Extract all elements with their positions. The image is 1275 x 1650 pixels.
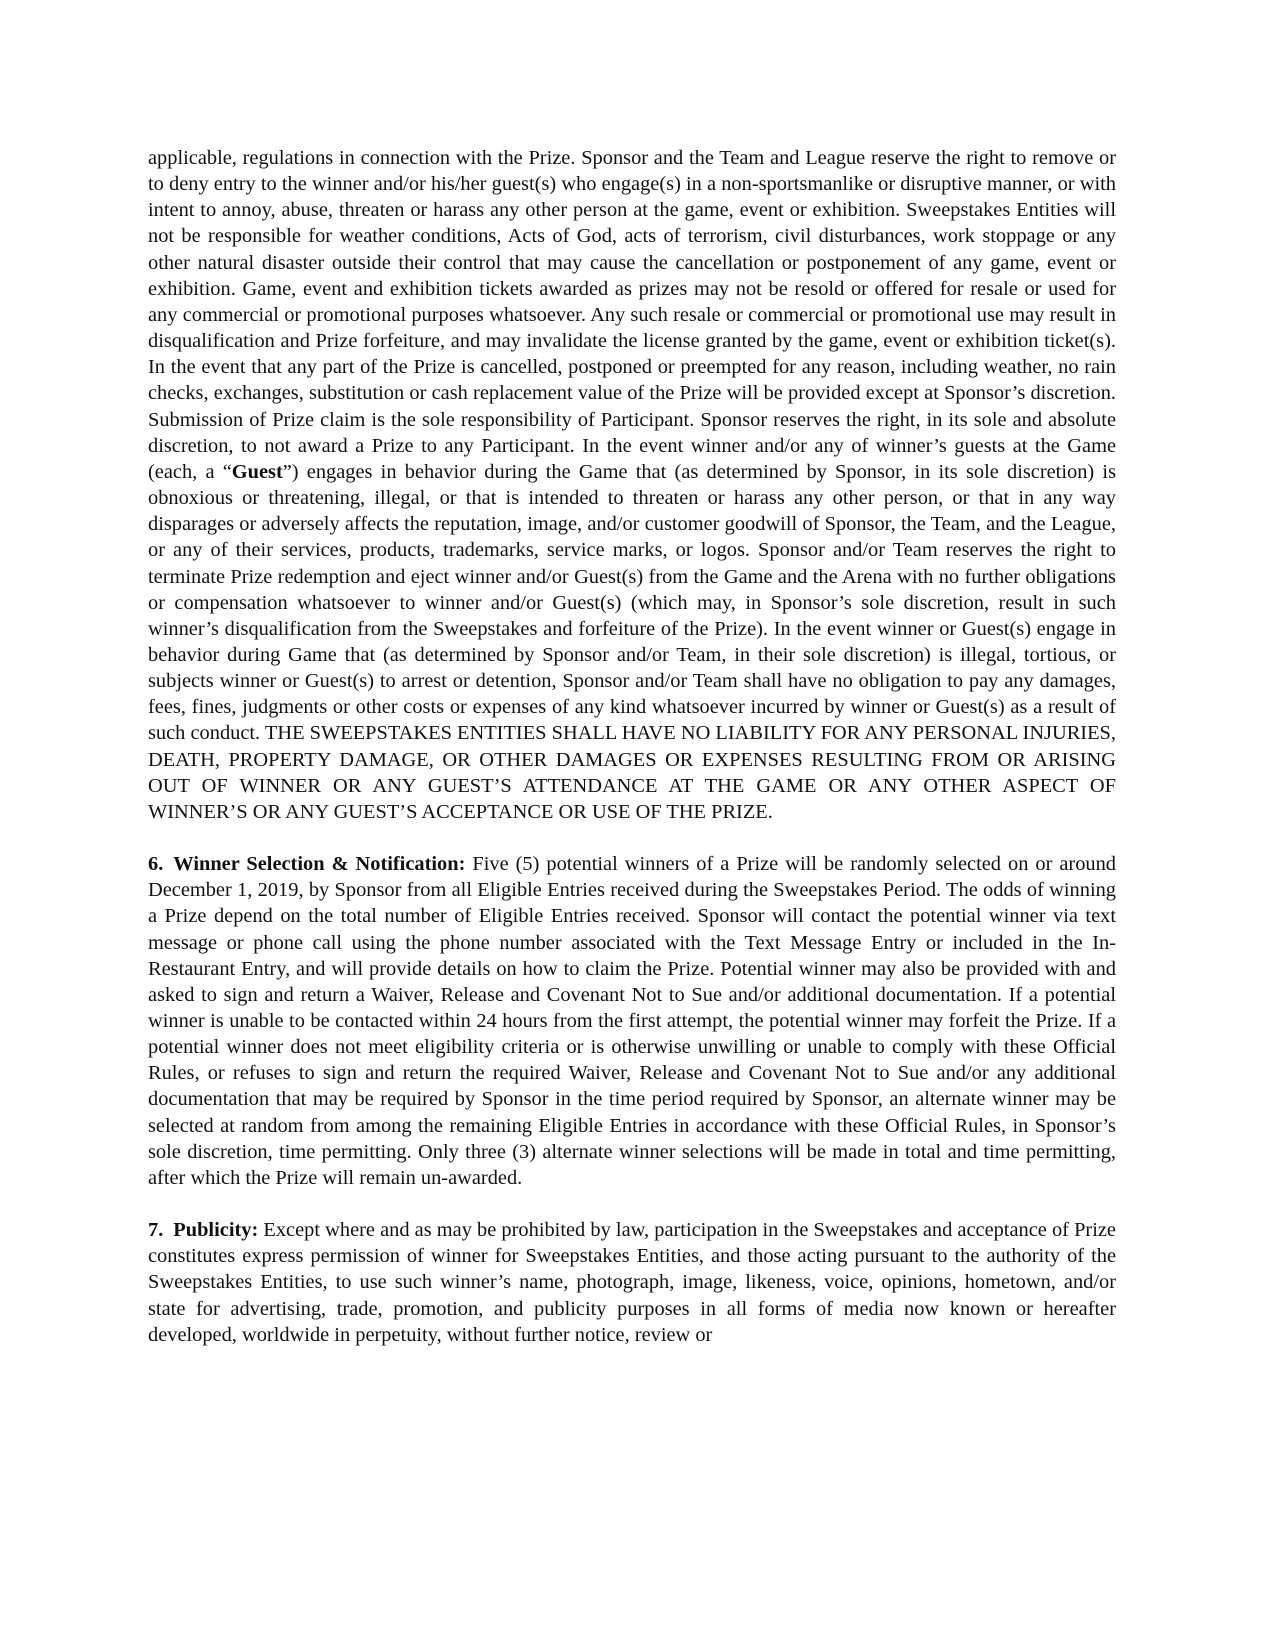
prize-conditions-text-part1: applicable, regulations in connection with the Prize. Sponsor and the Team and League reserve the right to remove or to deny entry to the winner and/or his/her guest(s) who engage(s) in a non-sportsmanlike or disruptive manner, or with intent to annoy, abuse, threaten or harass any other person at the game, event or exhibition. Sweepstakes Entities will not be responsible for weather conditions, Acts of God, acts of terrorism, civil disturbances, work stoppage or any other natural disaster outside their control that may cause the cancellation or postponement of any game, event or exhibition. Game, event and exhibition tickets awarded as prizes may not be resold or offered for resale or used for any commercial or promotional purposes whatsoever. Any such resale or commercial or promotional use may result in disqualification and Prize forfeiture, and may invalidate the license granted by the game, event or exhibition ticket(s). In the event that any part of the Prize is cancelled, postponed or preempted for any reason, including weather, no rain checks, exchanges, substitution or cash replacement value of the Prize will be provided except at Sponsor’s discretion. Submission of Prize claim is the sole responsibility of Participant. Sponsor reserves the right, in its sole and absolute discretion, to not award a Prize to any Participant. In the event winner and/or any of winner’s guests at the Game (each, a “	[148, 147, 1116, 483]
guest-defined-term: Guest	[231, 460, 283, 483]
prize-conditions-text-part2: ”) engages in behavior during the Game that (as determined by Sponsor, in its sole discretion) is obnoxious or threatening, illegal, or that is intended to threaten or harass any other person, or that in any way disparages or adversely affects the reputation, image, and/or customer goodwill of Sponsor, the Team, and the League, or any of their services, products, trademarks, service marks, or logos. Sponsor and/or Team reserves the right to terminate Prize redemption and eject winner and/or Guest(s) from the Game and the Arena with no further obligations or compensation whatsoever to winner and/or Guest(s) (which may, in Sponsor’s sole discretion, result in such winner’s disqualification from the Sweepstakes and forfeiture of the Prize). In the event winner or Guest(s) engage in behavior during Game that (as determined by Sponsor and/or Team, in their sole discretion) is illegal, tortious, or subjects winner or Guest(s) to arrest or detention, Sponsor and/or Team shall have no obligation to pay any damages, fees, fines, judgments or other costs or expenses of any kind whatsoever incurred by winner or Guest(s) as a result of such conduct. THE SWEEPSTAKES ENTITIES SHALL HAVE NO LIABILITY FOR ANY PERSONAL INJURIES, DEATH, PROPERTY DAMAGE, OR OTHER DAMAGES OR EXPENSES RESULTING FROM OR ARISING OUT OF WINNER OR ANY GUEST’S ATTENDANCE AT THE GAME OR ANY OTHER ASPECT OF WINNER’S OR ANY GUEST’S ACCEPTANCE OR USE OF THE PRIZE.	[148, 460, 1117, 823]
section-winner-selection	[148, 851, 1116, 1191]
paragraph-prize-conditions	[148, 145, 1116, 825]
section-heading: Publicity:	[173, 1219, 259, 1242]
document-page	[148, 145, 1116, 1348]
section-heading: Winner Selection & Notification:	[173, 853, 466, 876]
section-number: 7.	[148, 1219, 164, 1242]
section-body: Except where and as may be prohibited by law, participation in the Sweepstakes and acceptance of Prize constitutes express permission of winner for Sweepstakes Entities, and those acting pursuant to the authority of the Sweepstakes Entities, to use such winner’s name, photograph, image, likeness, voice, opinions, hometown, and/or state for advertising, trade, promotion, and publicity purposes in all forms of media now known or hereafter developed, worldwide in perpetuity, without further notice, review or	[148, 1219, 1116, 1346]
section-body: Five (5) potential winners of a Prize will be randomly selected on or around December 1, 2019, by Sponsor from all Eligible Entries received during the Sweepstakes Period. The odds of winning a Prize depend on the total number of Eligible Entries received. Sponsor will contact the potential winner via text message or phone call using the phone number associated with the Text Message Entry or included in the In-Restaurant Entry, and will provide details on how to claim the Prize. Potential winner may also be provided with and asked to sign and return a Waiver, Release and Covenant Not to Sue and/or additional documentation. If a potential winner is unable to be contacted within 24 hours from the first attempt, the potential winner may forfeit the Prize. If a potential winner does not meet eligibility criteria or is otherwise unwilling or unable to comply with these Official Rules, or refuses to sign and return the required Waiver, Release and Covenant Not to Sue and/or any additional documentation that may be required by Sponsor in the time period required by Sponsor, an alternate winner may be selected at random from among the remaining Eligible Entries in accordance with these Official Rules, in Sponsor’s sole discretion, time permitting. Only three (3) alternate winner selections will be made in total and time permitting, after which the Prize will remain un-awarded.	[148, 853, 1116, 1189]
section-number: 6.	[148, 853, 164, 876]
section-publicity	[148, 1217, 1116, 1348]
